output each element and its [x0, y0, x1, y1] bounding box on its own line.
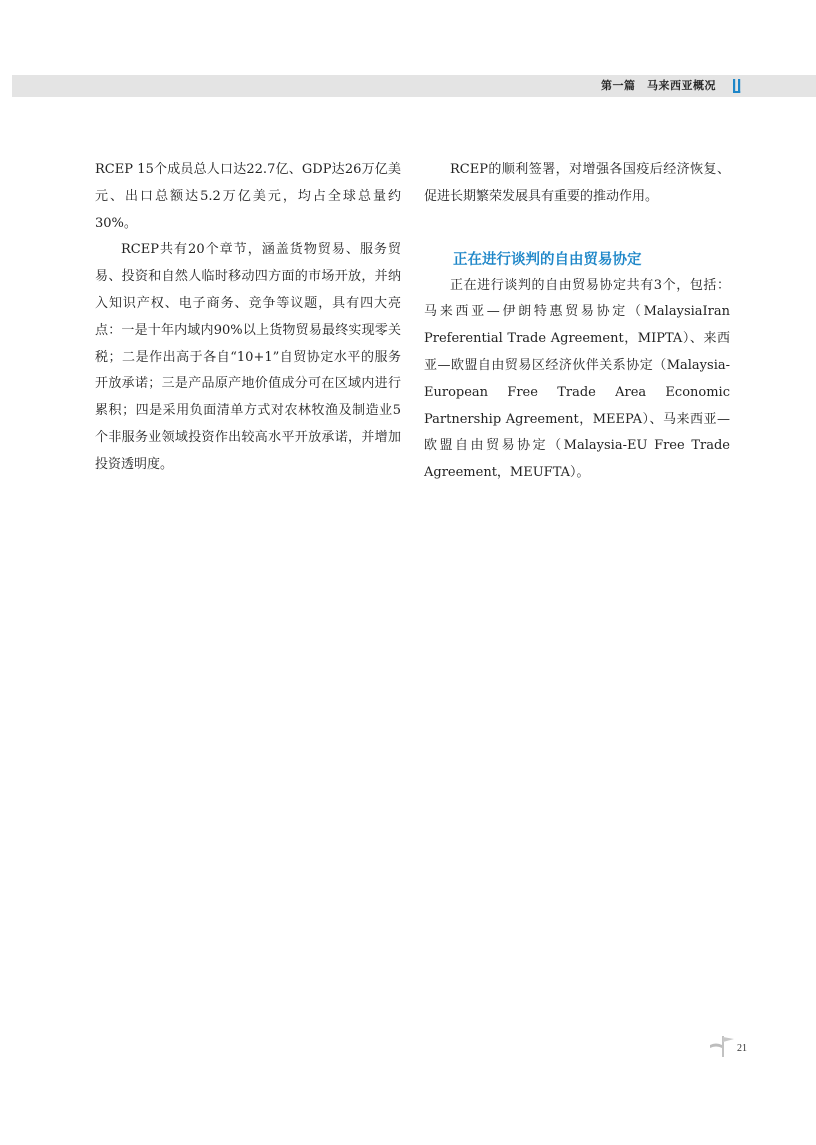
right-column: [424, 157, 730, 487]
paragraph-rcep-chapters: RCEP共有20个章节，涵盖货物贸易、服务贸易、投资和自然人临时移动四方面的市场开放，并纳入知识产权、电子商务、竞争等议题，具有四大亮点：一是十年内域内90%以上货物贸易最终实现零关税；二是作出高于各自“10+1”自贸协定水平的服务开放承诺；三是产品原产地价值成分可在区域内进行累积；四是采用负面清单方式对农林牧渔及制造业5个非服务业领域投资作出较高水平开放承诺，并增加投资透明度。: [95, 242, 401, 472]
paragraph-negotiating-ftas: 正在进行谈判的自由贸易协定共有3个，包括：马来西亚—伊朗特惠贸易协定（MalaysiaIran Preferential Trade Agreement，MIPTA）、来西亚—欧盟自由贸易区经济伙伴关系协定（Malaysia-European Free Trade Area Economic Partnership Agreement，MEEPA）、马来西亚—欧盟自由贸易协定（Malaysia-EU Free Trade Agreement，MEUFTA）。: [424, 277, 730, 481]
page-number: 21: [737, 1043, 747, 1054]
section-heading: 正在进行谈判的自由贸易协定: [453, 251, 642, 268]
running-header: [12, 75, 816, 97]
chapter-title: 第一篇 马来西亚概况: [601, 79, 716, 92]
left-column: [95, 157, 401, 479]
paragraph-rcep-stats: RCEP 15个成员总人口达22.7亿、GDP达26万亿美元、出口总额达5.2万亿美元，均占全球总量约30%。: [95, 162, 401, 231]
paragraph-rcep-signing: RCEP的顺利签署，对增强各国疫后经济恢复、促进长期繁荣发展具有重要的推动作用。: [424, 162, 730, 204]
chapter-marker-icon: [732, 78, 742, 94]
flag-icon: [708, 1034, 736, 1058]
